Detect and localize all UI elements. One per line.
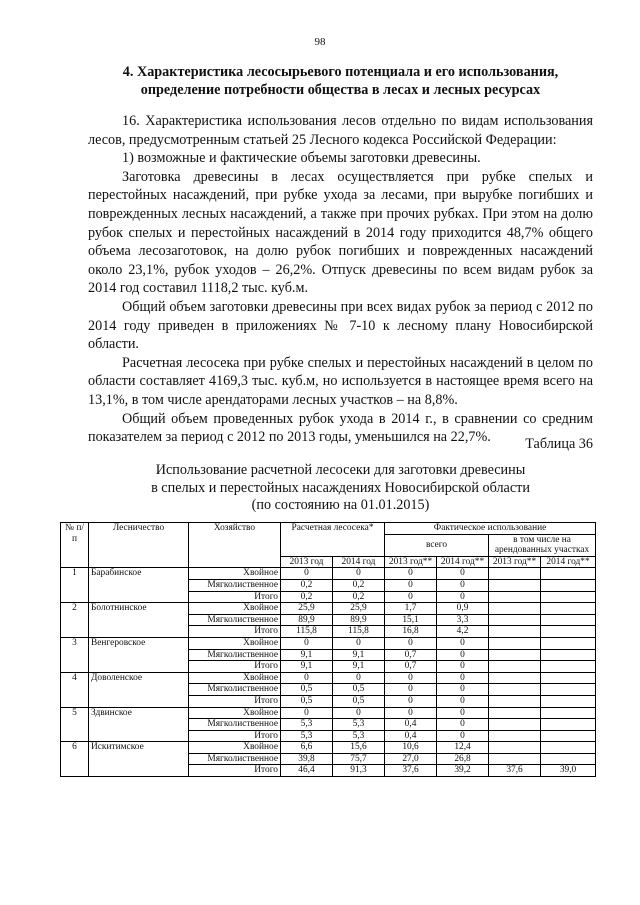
allowable-2014: 9,1	[333, 661, 385, 673]
actual-total-2013: 16,8	[385, 626, 437, 638]
table-row	[61, 568, 596, 580]
actual-total-2013: 15,1	[385, 614, 437, 626]
paragraph: Расчетная лесосека при рубке спелых и перестойных насаждений в целом по области составляет 4169,3 тыс. куб.м, но используется в настоящее время всего на 13,1%, в том числе арендаторами лесных участков – на 8,8%.	[88, 354, 593, 408]
farm-type: Мягколиственное	[189, 649, 281, 661]
header-year: 2014 год**	[437, 556, 489, 568]
heading-line-1: 4. Характеристика лесосырьевого потенциала и его использования,	[122, 64, 559, 80]
section-heading	[88, 63, 593, 99]
actual-total-2014: 3,3	[437, 614, 489, 626]
allowable-2013: 0	[281, 637, 333, 649]
allowable-2013: 9,1	[281, 649, 333, 661]
forestry-name: Доволенское	[89, 672, 189, 707]
actual-total-2013: 0	[385, 637, 437, 649]
allowable-2014: 0,2	[333, 579, 385, 591]
allowable-2014: 25,9	[333, 603, 385, 615]
allowable-2014: 5,3	[333, 730, 385, 742]
actual-total-2013: 0	[385, 579, 437, 591]
actual-total-2014: 0	[437, 579, 489, 591]
allowable-2013: 0,5	[281, 684, 333, 696]
farm-type: Мягколиственное	[189, 719, 281, 731]
actual-total-2014: 0	[437, 672, 489, 684]
actual-leased-2014	[541, 649, 596, 661]
farm-type: Итого	[189, 765, 281, 777]
table-body	[61, 568, 596, 777]
actual-total-2013: 0,4	[385, 730, 437, 742]
actual-leased-2014	[541, 707, 596, 719]
paragraph: Общий объем проведенных рубок ухода в 2014 г., в сравнении со средним показателем за период с 2012 по 2013 годы, уменьшился на 22,7%.	[88, 410, 593, 446]
allowable-2014: 115,8	[333, 626, 385, 638]
allowable-2014: 0	[333, 568, 385, 580]
allowable-2013: 0	[281, 568, 333, 580]
actual-leased-2014	[541, 753, 596, 765]
actual-total-2013: 37,6	[385, 765, 437, 777]
forestry-name: Здвинское	[89, 707, 189, 742]
header-actual-use: Фактическое использование	[385, 523, 596, 535]
forestry-name: Болотнинское	[89, 603, 189, 638]
allowable-2013: 46,4	[281, 765, 333, 777]
actual-leased-2013	[489, 614, 541, 626]
actual-leased-2014	[541, 579, 596, 591]
actual-total-2014: 0	[437, 568, 489, 580]
row-number: 6	[61, 742, 89, 777]
farm-type: Итого	[189, 626, 281, 638]
actual-leased-2013	[489, 626, 541, 638]
farm-type: Мягколиственное	[189, 614, 281, 626]
actual-leased-2014	[541, 672, 596, 684]
actual-leased-2013	[489, 742, 541, 754]
farm-type: Хвойное	[189, 742, 281, 754]
actual-leased-2014	[541, 614, 596, 626]
actual-leased-2013	[489, 637, 541, 649]
allowable-2013: 0	[281, 707, 333, 719]
allowable-2014: 0	[333, 707, 385, 719]
paragraph: 16. Характеристика использования лесов отдельно по видам использования лесов, предусмотренным статьей 25 Лесного кодекса Российской Федерации:	[88, 113, 593, 148]
allowable-2014: 0	[333, 672, 385, 684]
header-year: 2013 год	[281, 556, 333, 568]
header-allowable-cut: Расчетная лесосека*	[281, 523, 385, 557]
actual-leased-2013	[489, 603, 541, 615]
table-row	[61, 603, 596, 615]
allowable-2013: 5,3	[281, 730, 333, 742]
actual-leased-2013	[489, 730, 541, 742]
row-number: 2	[61, 603, 89, 638]
table-row	[61, 637, 596, 649]
actual-total-2013: 0,4	[385, 719, 437, 731]
allowable-2013: 25,9	[281, 603, 333, 615]
allowable-2014: 0,5	[333, 684, 385, 696]
row-number: 1	[61, 568, 89, 603]
actual-total-2013: 10,6	[385, 742, 437, 754]
row-number: 4	[61, 672, 89, 707]
header-total: всего	[385, 534, 489, 556]
caption-line-2: в спелых и перестойных насаждениях Новосибирской области	[151, 479, 530, 496]
actual-total-2013: 0,7	[385, 661, 437, 673]
actual-total-2014: 0,9	[437, 603, 489, 615]
table-caption	[88, 462, 593, 515]
actual-total-2014: 0	[437, 707, 489, 719]
allowable-2014: 5,3	[333, 719, 385, 731]
farm-type: Хвойное	[189, 672, 281, 684]
allowable-2013: 0,2	[281, 591, 333, 603]
actual-total-2014: 26,8	[437, 753, 489, 765]
header-year: 2013 год**	[489, 556, 541, 568]
header-forestry: Лесничество	[89, 523, 189, 568]
table-row	[61, 742, 596, 754]
farm-type: Итого	[189, 730, 281, 742]
farm-type: Хвойное	[189, 637, 281, 649]
actual-total-2014: 12,4	[437, 742, 489, 754]
allowable-2013: 0	[281, 672, 333, 684]
actual-leased-2014	[541, 695, 596, 707]
actual-leased-2013	[489, 661, 541, 673]
allowable-2013: 89,9	[281, 614, 333, 626]
actual-total-2013: 0	[385, 568, 437, 580]
forest-usage-table	[60, 522, 596, 777]
forestry-name: Барабинское	[89, 568, 189, 603]
header-leased: в том числе на арендованных участках	[489, 534, 596, 556]
actual-total-2013: 0,7	[385, 649, 437, 661]
actual-total-2013: 0	[385, 591, 437, 603]
actual-total-2013: 0	[385, 684, 437, 696]
actual-leased-2014	[541, 626, 596, 638]
actual-leased-2013	[489, 753, 541, 765]
table-row	[61, 707, 596, 719]
actual-leased-2014	[541, 661, 596, 673]
farm-type: Итого	[189, 591, 281, 603]
paragraph: Заготовка древесины в лесах осуществляется при рубке спелых и перестойных насаждений, при рубке ухода за лесами, при вырубке погибших и поврежденных лесных насаждений, а также при прочих рубках. При этом на долю рубок спелых и перестойных насаждений в 2014 году приходится 48,7% общего объема лесозаготовок, на долю рубок погибших и поврежденных насаждений около 23,1%, рубок уходов – 26,2%. Отпуск древесины по всем видам рубок за 2014 год составил 1118,2 тыс. куб.м.	[88, 168, 593, 297]
farm-type: Итого	[189, 661, 281, 673]
actual-leased-2014	[541, 719, 596, 731]
allowable-2013: 9,1	[281, 661, 333, 673]
allowable-2014: 0,2	[333, 591, 385, 603]
allowable-2013: 0,2	[281, 579, 333, 591]
header-year: 2014 год	[333, 556, 385, 568]
actual-leased-2013	[489, 719, 541, 731]
header-farm: Хозяйство	[189, 523, 281, 568]
actual-total-2014: 39,2	[437, 765, 489, 777]
header-year: 2014 год**	[541, 556, 596, 568]
forestry-name: Венгеровское	[89, 637, 189, 672]
actual-leased-2014	[541, 591, 596, 603]
paragraph: 1) возможные и фактические объемы заготовки древесины.	[122, 150, 481, 167]
actual-total-2013: 0	[385, 707, 437, 719]
paragraph: Общий объем заготовки древесины при всех видах рубок за период с 2012 по 2014 году приведен в приложениях № 7-10 к лесному плану Новосибирской области.	[88, 298, 593, 353]
row-number: 3	[61, 637, 89, 672]
page-number: 98	[314, 36, 326, 48]
row-number: 5	[61, 707, 89, 742]
allowable-2014: 0,5	[333, 695, 385, 707]
actual-leased-2013	[489, 591, 541, 603]
actual-leased-2013	[489, 695, 541, 707]
actual-total-2014: 0	[437, 661, 489, 673]
actual-total-2014: 0	[437, 730, 489, 742]
allowable-2013: 0,5	[281, 695, 333, 707]
table-row	[61, 672, 596, 684]
actual-leased-2013	[489, 707, 541, 719]
header-year: 2013 год**	[385, 556, 437, 568]
allowable-2013: 115,8	[281, 626, 333, 638]
actual-total-2014: 0	[437, 719, 489, 731]
farm-type: Хвойное	[189, 603, 281, 615]
actual-total-2014: 4,2	[437, 626, 489, 638]
farm-type: Мягколиственное	[189, 753, 281, 765]
allowable-2014: 89,9	[333, 614, 385, 626]
body-text	[88, 112, 593, 447]
allowable-2014: 9,1	[333, 649, 385, 661]
actual-leased-2014	[541, 637, 596, 649]
actual-leased-2014	[541, 568, 596, 580]
forestry-name: Искитимское	[89, 742, 189, 777]
actual-total-2014: 0	[437, 591, 489, 603]
heading-line-2: определение потребности общества в лесах и лесных ресурсах	[140, 82, 541, 98]
actual-leased-2014	[541, 730, 596, 742]
farm-type: Мягколиственное	[189, 684, 281, 696]
actual-leased-2014	[541, 684, 596, 696]
actual-leased-2013: 37,6	[489, 765, 541, 777]
farm-type: Мягколиственное	[189, 579, 281, 591]
actual-leased-2013	[489, 649, 541, 661]
actual-total-2014: 0	[437, 695, 489, 707]
actual-leased-2014	[541, 603, 596, 615]
actual-total-2013: 1,7	[385, 603, 437, 615]
farm-type: Итого	[189, 695, 281, 707]
actual-leased-2013	[489, 568, 541, 580]
actual-leased-2014	[541, 742, 596, 754]
actual-total-2014: 0	[437, 684, 489, 696]
farm-type: Хвойное	[189, 568, 281, 580]
actual-total-2013: 27,0	[385, 753, 437, 765]
caption-line-1: Использование расчетной лесосеки для заготовки древесины	[155, 462, 526, 478]
table-label: Таблица 36	[525, 436, 593, 452]
allowable-2014: 91,3	[333, 765, 385, 777]
actual-total-2013: 0	[385, 672, 437, 684]
farm-type: Хвойное	[189, 707, 281, 719]
allowable-2013: 39,8	[281, 753, 333, 765]
actual-total-2014: 0	[437, 637, 489, 649]
actual-leased-2013	[489, 579, 541, 591]
actual-leased-2013	[489, 684, 541, 696]
actual-leased-2013	[489, 672, 541, 684]
header-num: № п/п	[61, 523, 89, 568]
allowable-2013: 5,3	[281, 719, 333, 731]
actual-leased-2014: 39,0	[541, 765, 596, 777]
allowable-2014: 75,7	[333, 753, 385, 765]
allowable-2014: 15,6	[333, 742, 385, 754]
caption-line-3: (по состоянию на 01.01.2015)	[251, 497, 430, 514]
actual-total-2014: 0	[437, 649, 489, 661]
actual-total-2013: 0	[385, 695, 437, 707]
allowable-2014: 0	[333, 637, 385, 649]
allowable-2013: 6,6	[281, 742, 333, 754]
